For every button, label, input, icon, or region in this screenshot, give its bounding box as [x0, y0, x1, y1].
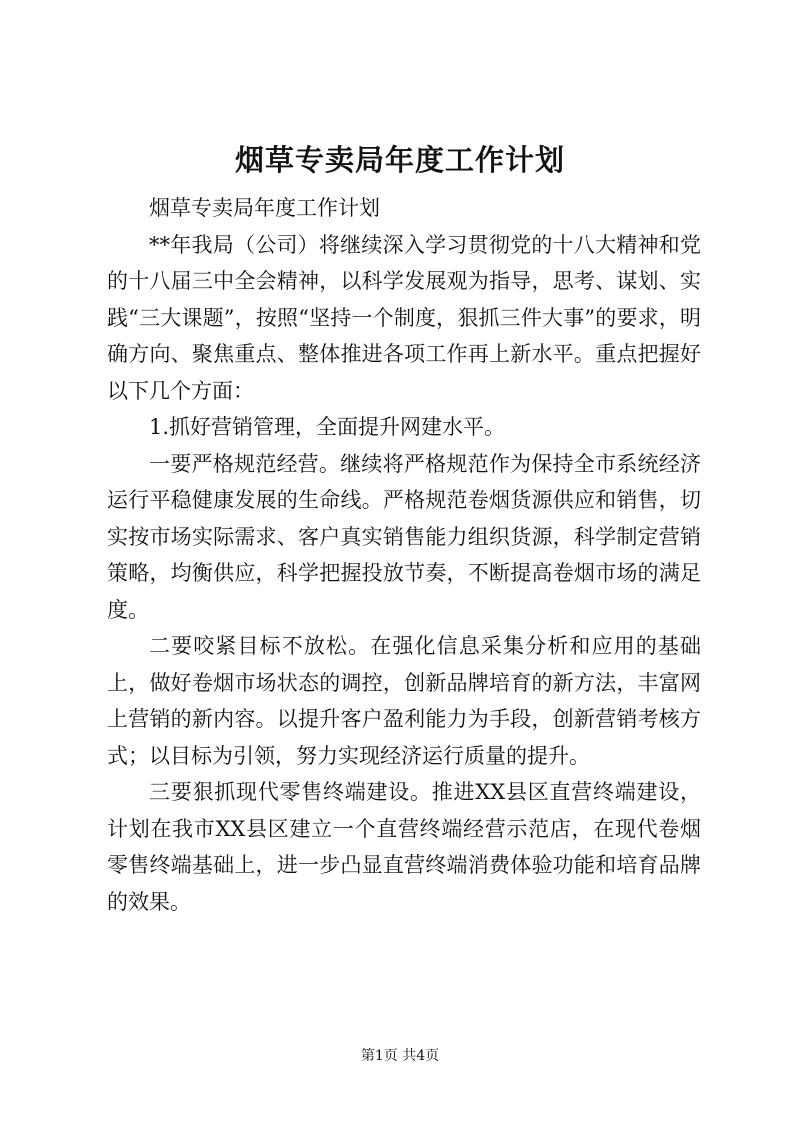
paragraph-item-one: 一要严格规范经营。继续将严格规范作为保持全市系统经济运行平稳健康发展的生命线。严格规范卷烟货源供应和销售，切实按市场实际需求、客户真实销售能力组织货源，科学制定营销策略，均衡供应，科学把握投放节奏，不断提高卷烟市场的满足度。	[107, 451, 701, 622]
paragraph-section-heading: 1.抓好营销管理，全面提升网建水平。	[149, 415, 506, 439]
paragraph-subtitle: 烟草专卖局年度工作计划	[149, 196, 380, 220]
document-body	[107, 190, 701, 920]
page-footer: 第1页 共4页	[360, 1048, 440, 1064]
paragraph-intro: **年我局（公司）将继续深入学习贯彻党的十八大精神和党的十八届三中全会精神，以科学发展观为指导，思考、谋划、实践“三大课题”，按照“坚持一个制度，狠抓三件大事”的要求，明确方向、聚焦重点、整体推进各项工作再上新水平。重点把握好以下几个方面：	[107, 232, 701, 403]
document-title: 烟草专卖局年度工作计划	[234, 143, 565, 177]
paragraph-item-three: 三要狠抓现代零售终端建设。推进XX县区直营终端建设，计划在我市XX县区建立一个直营终端经营示范店，在现代卷烟零售终端基础上，进一步凸显直营终端消费体验功能和培育品牌的效果。	[107, 780, 701, 914]
paragraph-item-two: 二要咬紧目标不放松。在强化信息采集分析和应用的基础上，做好卷烟市场状态的调控，创新品牌培育的新方法，丰富网上营销的新内容。以提升客户盈利能力为手段，创新营销考核方式；以目标为引领，努力实现经济运行质量的提升。	[107, 634, 701, 768]
